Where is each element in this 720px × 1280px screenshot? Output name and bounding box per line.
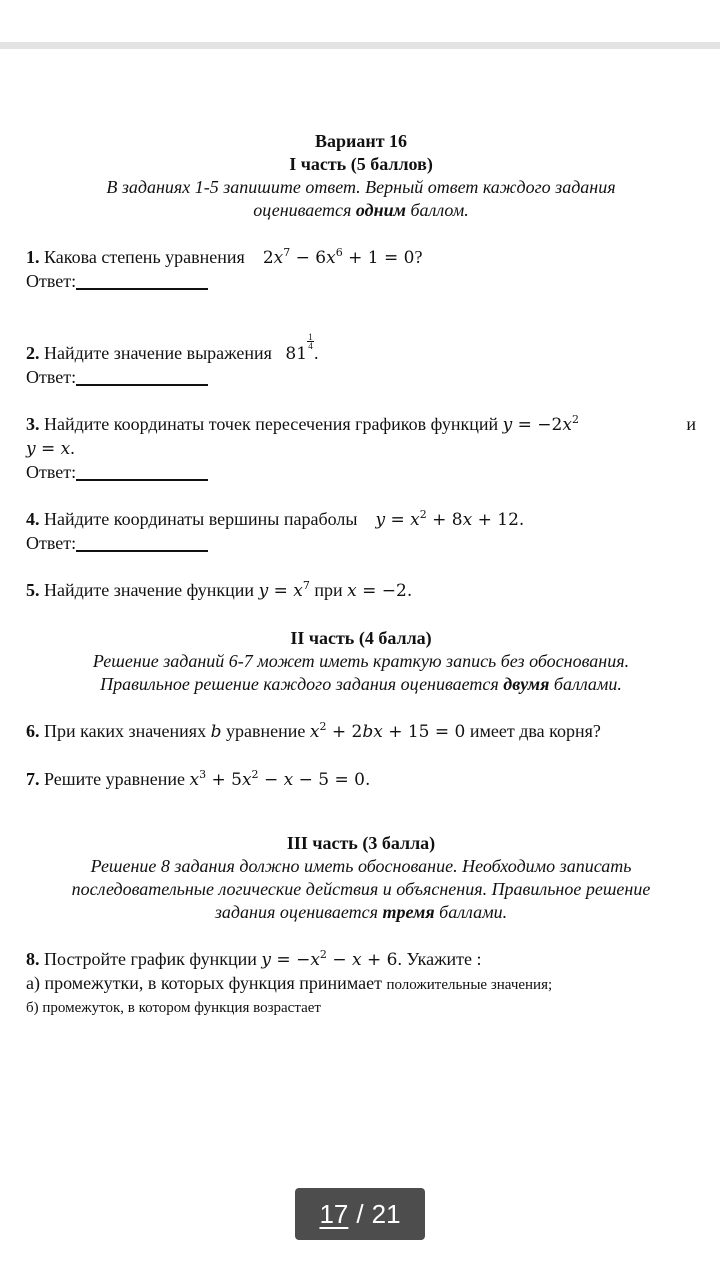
total-pages: 21 (371, 1198, 401, 1229)
exponent-fraction: $\frac{1}{4}$ (308, 332, 313, 351)
document-page (26, 130, 696, 1020)
task-3-function-2: y = x. (26, 438, 75, 459)
top-divider (0, 42, 720, 49)
task-2-answer: Ответ: (26, 366, 696, 389)
part2-title: II часть (4 балла) (290, 628, 432, 648)
task-3-function-1: y (502, 415, 513, 435)
variant-title: Вариант 16 (314, 131, 408, 151)
part1-title: I часть (5 баллов) (289, 154, 433, 174)
task-8-item-b: б) промежуток, в котором функция возрастает (26, 1000, 321, 1016)
task-7: 7. Решите уравнение $x^3 + 5x^2 - x - 5 = 0$. (26, 768, 371, 790)
answer-blank (76, 272, 208, 290)
task-4: 4. Найдите координаты вершины параболы $y = x^2 + 8x + 12$. (26, 508, 525, 530)
task-3-answer: Ответ: (26, 461, 696, 484)
answer-blank (76, 534, 208, 552)
task-1-answer: Ответ: (26, 270, 696, 293)
task-1: 1. Какова степень уравнения $2x^7 - 6x^6 + 1 = 0$? (26, 246, 423, 268)
page-separator: / (356, 1198, 364, 1229)
part3-title: III часть (3 балла) (286, 833, 436, 853)
answer-blank (76, 368, 208, 386)
page-indicator[interactable] (295, 1188, 425, 1240)
task-8: 8. Постройте график функции $y = -x^2 - x + 6$. Укажите : (26, 948, 482, 970)
task-4-answer: Ответ: (26, 532, 696, 555)
top-bar (0, 0, 720, 42)
task-4-parabola: $y = x^2 + 8x + 12$. (375, 508, 525, 530)
part3-description: Решение 8 задания должно иметь обоснование. Необходимо записать последовательные логические действия и объяснения. Правильное решение задания оценивается тремя баллами. (71, 856, 651, 922)
task-6: 6. При каких значениях b уравнение $x^2 + 2bx + 15 = 0$ имеет два корня? (26, 720, 601, 742)
task-8-item-a: а) промежутки, в которых функция принимает положительные значения; (26, 973, 553, 993)
task-1-equation: $2x^7 - 6x^6 + 1 = 0$ (262, 246, 415, 268)
current-page: 17 (319, 1198, 349, 1229)
task-5: 5. Найдите значение функции $y = x^7$ при x = −2. (26, 579, 413, 601)
task-3: 3. Найдите координаты точек пересечения графиков функций $y = -2x^2$ и (26, 413, 696, 435)
answer-blank (76, 463, 208, 481)
task-2: 2. Найдите значение выражения 81 $\frac{1}{4}$ . (26, 332, 319, 364)
part2-description: Решение заданий 6-7 может иметь краткую запись без обоснования. Правильное решение каждого задания оценивается двумя баллами. (92, 651, 630, 694)
part1-description: В заданиях 1-5 запишите ответ. Верный ответ каждого задания оценивается одним баллом. (106, 177, 616, 220)
